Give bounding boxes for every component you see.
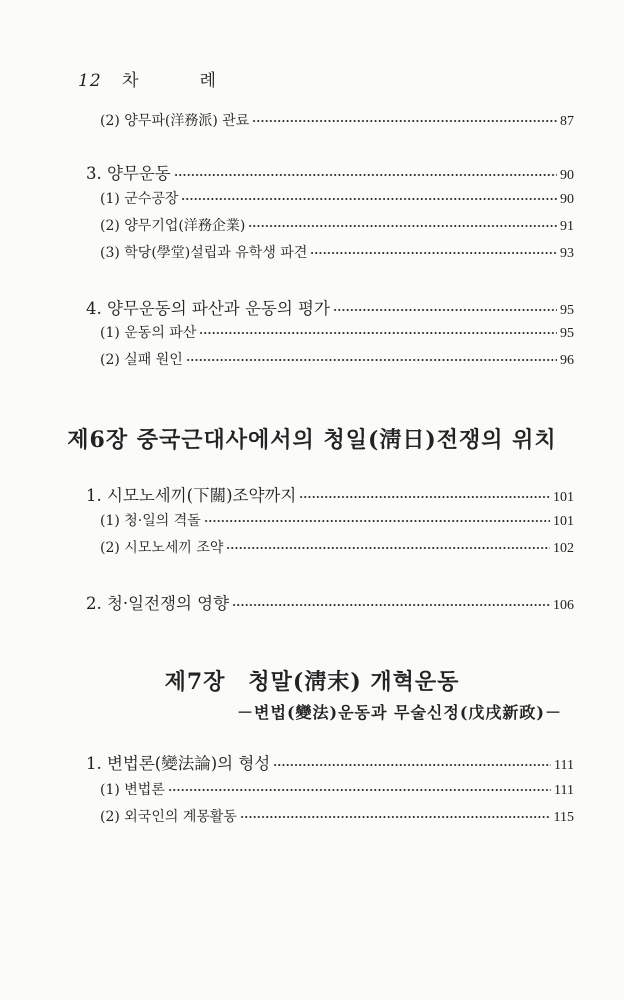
toc-entry-page: 96 xyxy=(560,353,574,368)
dot-leader xyxy=(252,111,557,125)
toc-entry-page: 101 xyxy=(553,514,574,529)
dot-leader xyxy=(248,216,557,230)
toc-entry-page: 93 xyxy=(560,246,574,261)
toc-section-label: 3. 양무운동 xyxy=(86,164,171,183)
toc-entry-page: 102 xyxy=(553,541,574,556)
toc-entry-label: (1) 운동의 파산 xyxy=(100,325,197,341)
toc-section-page: 90 xyxy=(560,168,574,183)
dot-leader xyxy=(226,538,550,552)
toc-section-page: 101 xyxy=(553,490,574,505)
toc-entry[interactable] xyxy=(100,110,574,130)
dot-leader xyxy=(232,593,550,610)
dot-leader xyxy=(168,780,551,794)
toc-entry-label: (3) 학당(學堂)설립과 유학생 파견 xyxy=(100,245,308,261)
chapter-title: 제7장 청말(淸末) 개혁운동 xyxy=(164,669,460,695)
toc-section-page: 111 xyxy=(554,758,574,773)
toc-entry-page: 91 xyxy=(560,219,574,234)
toc-entry[interactable] xyxy=(100,188,574,208)
toc-entry-page: 115 xyxy=(553,810,574,825)
toc-entry-label: (1) 청·일의 격돌 xyxy=(100,513,201,529)
dot-leader xyxy=(181,189,557,203)
toc-entry[interactable] xyxy=(100,779,574,799)
dot-leader xyxy=(333,298,557,315)
toc-entry[interactable] xyxy=(100,242,574,262)
toc-entry-page: 90 xyxy=(560,192,574,207)
header-page-number: 12 xyxy=(78,71,102,91)
toc-entry-page: 111 xyxy=(554,783,574,798)
toc-entry[interactable] xyxy=(100,806,574,826)
running-header xyxy=(78,66,238,91)
toc-entry-page: 95 xyxy=(560,326,574,341)
toc-entry-label: (1) 변법론 xyxy=(100,782,165,798)
toc-entry-label: (2) 시모노세끼 조약 xyxy=(100,540,224,556)
toc-entry[interactable] xyxy=(100,322,574,342)
toc-section-label: 4. 양무운동의 파산과 운동의 평가 xyxy=(86,299,330,318)
toc-section-label: 2. 청·일전쟁의 영향 xyxy=(86,594,230,613)
toc-entry[interactable] xyxy=(100,537,574,557)
toc-section[interactable] xyxy=(86,160,574,184)
dot-leader xyxy=(174,163,557,180)
header-title: 차 례 xyxy=(122,71,238,91)
toc-section[interactable] xyxy=(86,750,574,774)
toc-section-page: 106 xyxy=(553,598,574,613)
toc-entry[interactable] xyxy=(100,510,574,530)
toc-section-page: 95 xyxy=(560,303,574,318)
toc-entry-label: (2) 외국인의 계몽활동 xyxy=(100,809,237,825)
toc-entry-label: (2) 양무기업(洋務企業) xyxy=(100,218,246,234)
dot-leader xyxy=(273,753,551,770)
toc-section[interactable] xyxy=(86,590,574,614)
toc-entry[interactable] xyxy=(100,215,574,235)
toc-section-label: 1. 변법론(變法論)의 형성 xyxy=(86,754,271,773)
chapter-title: 제6장 중국근대사에서의 청일(淸日)전쟁의 위치 xyxy=(67,427,557,453)
toc-section-label: 1. 시모노세끼(下關)조약까지 xyxy=(86,486,297,505)
toc-entry-label: (1) 군수공장 xyxy=(100,191,179,207)
dot-leader xyxy=(204,511,550,525)
dot-leader xyxy=(199,323,557,337)
toc-section[interactable] xyxy=(86,295,574,319)
toc-entry-label: (2) 실패 원인 xyxy=(100,352,183,368)
dot-leader xyxy=(299,485,550,502)
dot-leader xyxy=(310,243,557,257)
toc-entry[interactable] xyxy=(100,349,574,369)
toc-section[interactable] xyxy=(86,482,574,506)
dot-leader xyxy=(186,350,557,364)
dot-leader xyxy=(240,807,551,821)
chapter-subtitle: －변법(變法)운동과 무술신정(戊戌新政)－ xyxy=(237,703,562,722)
toc-entry-label: (2) 양무파(洋務派) 관료 xyxy=(100,113,250,129)
toc-entry-page: 87 xyxy=(560,114,574,129)
